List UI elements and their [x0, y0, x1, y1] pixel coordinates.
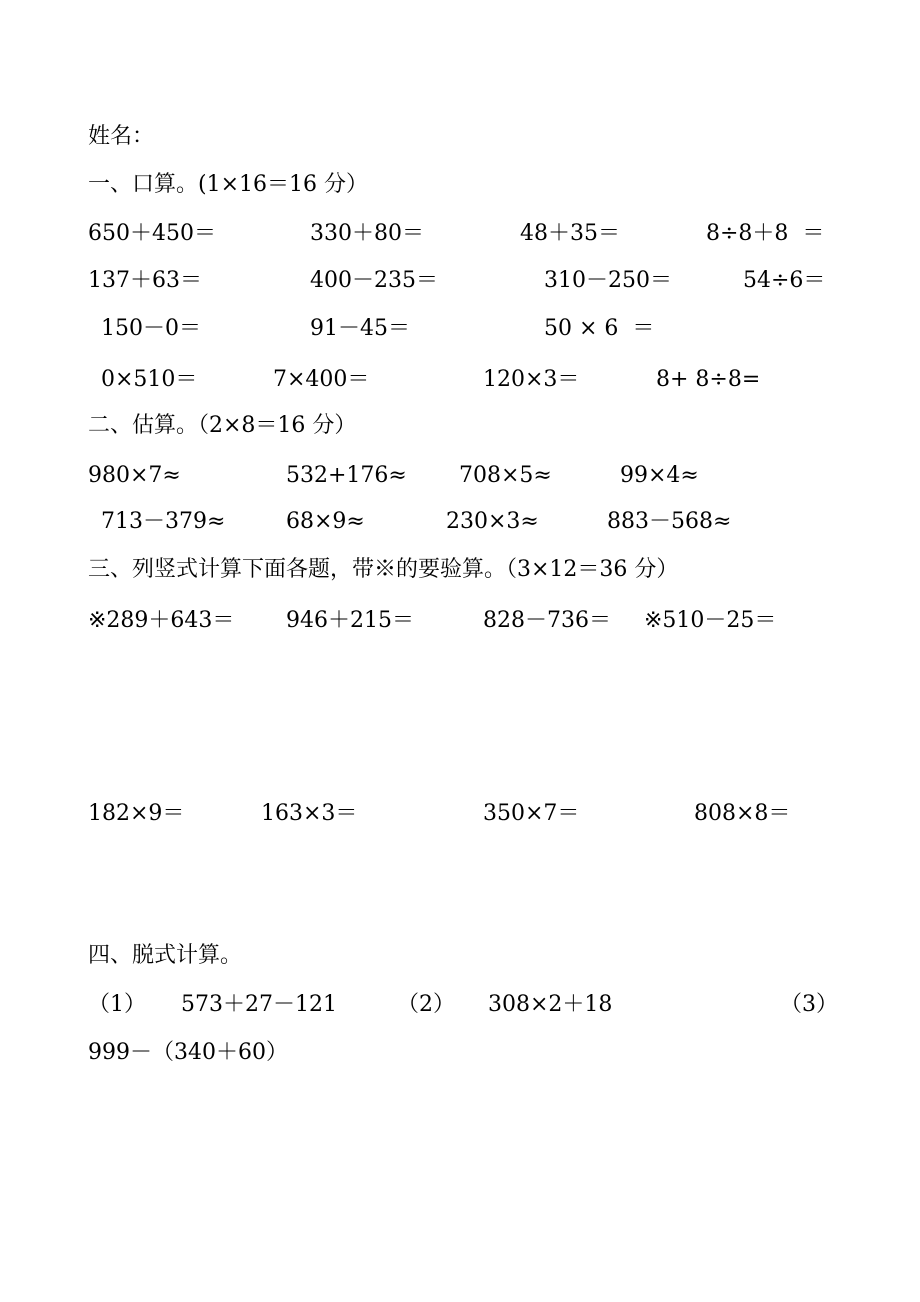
name-label: 姓名：: [88, 124, 155, 149]
estimation-problem: 713－379≈: [101, 509, 226, 534]
section4-title: 四、脱式计算。: [88, 943, 243, 968]
estimation-problem: 980×7≈: [88, 463, 181, 488]
step-calc-number: （1）: [88, 992, 146, 1017]
section1-title: 一、口算。(1×16＝16 分）: [88, 172, 368, 197]
step-calc-number: （2）: [397, 992, 455, 1017]
vertical-calc-problem: ※510－25＝: [644, 608, 777, 633]
oral-problem: 48＋35＝: [520, 221, 620, 246]
estimation-problem: 99×4≈: [620, 463, 699, 488]
oral-problem: 150－0＝: [101, 316, 201, 341]
estimation-problem: 532+176≈: [286, 463, 407, 488]
vertical-calc-problem: ※289＋643＝: [88, 608, 235, 633]
oral-problem: 91－45＝: [310, 316, 410, 341]
oral-problem: 400－235＝: [310, 268, 438, 293]
estimation-problem: 883－568≈: [607, 509, 732, 534]
oral-problem: 650＋450＝: [88, 221, 216, 246]
oral-problem: 137＋63＝: [88, 268, 202, 293]
oral-problem: 0×510＝: [101, 367, 198, 392]
vertical-calc-problem: 946＋215＝: [286, 608, 414, 633]
step-calc-expression: 308×2＋18: [488, 992, 613, 1017]
vertical-calc-problem: 350×7＝: [483, 801, 580, 826]
oral-problem: 54÷6＝: [743, 268, 826, 293]
vertical-calc-problem: 163×3＝: [261, 801, 358, 826]
oral-problem: 8÷8＋8 ＝: [706, 221, 825, 246]
step-calc-expression: 573＋27－121: [181, 992, 337, 1017]
oral-problem: 8+ 8÷8=: [656, 367, 761, 392]
vertical-calc-problem: 808×8＝: [694, 801, 791, 826]
section2-title: 二、估算。（2×8＝16 分）: [88, 413, 357, 438]
oral-problem: 120×3＝: [483, 367, 580, 392]
vertical-calc-problem: 182×9＝: [88, 801, 185, 826]
step-calc-expression: 999－（340＋60）: [88, 1040, 288, 1065]
estimation-problem: 230×3≈: [446, 509, 539, 534]
oral-problem: 50 × 6 ＝: [544, 316, 655, 341]
estimation-problem: 708×5≈: [459, 463, 552, 488]
oral-problem: 310－250＝: [544, 268, 672, 293]
section3-title: 三、列竖式计算下面各题，带※的要验算。（3×12＝36 分）: [88, 557, 679, 582]
estimation-problem: 68×9≈: [286, 509, 365, 534]
oral-problem: 7×400＝: [273, 367, 370, 392]
vertical-calc-problem: 828－736＝: [483, 608, 611, 633]
step-calc-number: （3）: [780, 992, 838, 1017]
oral-problem: 330＋80＝: [310, 221, 424, 246]
